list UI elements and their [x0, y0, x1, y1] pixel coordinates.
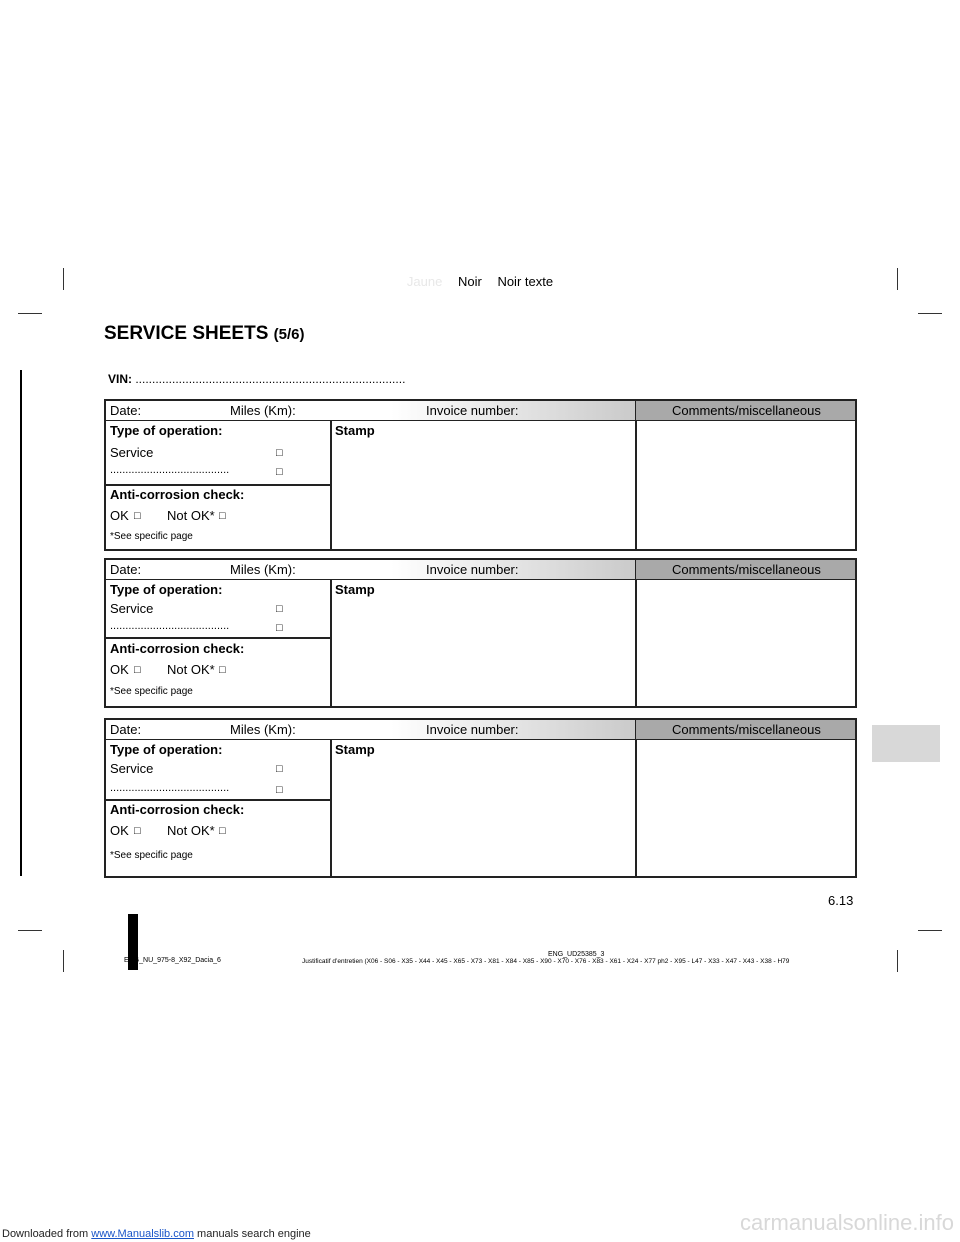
- page-number: 6.13: [828, 893, 854, 908]
- service-checkbox[interactable]: □: [276, 603, 283, 615]
- column-divider: [330, 579, 332, 706]
- service-sheet-2: [104, 558, 857, 708]
- other-operation-dots: .......................................: [110, 620, 230, 632]
- service-checkbox[interactable]: □: [276, 763, 283, 775]
- service-sheet-1: [104, 399, 857, 551]
- not-ok-checkbox[interactable]: □: [219, 510, 226, 522]
- comments-header: [635, 401, 855, 420]
- not-ok-label: Not OK*: [167, 823, 215, 838]
- service-label: Service: [110, 601, 154, 616]
- column-divider: [635, 579, 637, 706]
- crop-mark: [18, 313, 42, 314]
- date-label: Date:: [110, 403, 142, 418]
- row-divider: [106, 799, 331, 801]
- vin-label: VIN:: [108, 372, 132, 386]
- chapter-tab: [872, 725, 940, 762]
- see-specific-page: *See specific page: [110, 531, 193, 542]
- invoice-label: Invoice number:: [426, 403, 519, 418]
- anti-corrosion-label: Anti-corrosion check:: [110, 487, 245, 502]
- manualslib-link[interactable]: www.Manualslib.com: [91, 1228, 194, 1240]
- comments-header: [635, 720, 855, 739]
- title-main: SERVICE SHEETS: [104, 323, 269, 344]
- date-label: Date:: [110, 562, 142, 577]
- row-divider: [106, 637, 331, 639]
- anti-corrosion-label: Anti-corrosion check:: [110, 641, 245, 656]
- see-specific-page: *See specific page: [110, 850, 193, 861]
- ok-label: OK: [110, 662, 129, 677]
- watermark: carmanualsonline.info: [739, 1210, 954, 1235]
- miles-label: Miles (Km):: [230, 562, 296, 577]
- column-divider: [635, 420, 637, 549]
- banner-prefix: Downloaded from: [2, 1228, 92, 1240]
- crop-mark: [63, 950, 64, 972]
- ok-label: OK: [110, 823, 129, 838]
- comments-header: [635, 560, 855, 579]
- vin-line: [108, 372, 405, 386]
- page-title: [104, 323, 305, 345]
- invoice-label: Invoice number:: [426, 722, 519, 737]
- column-divider: [635, 739, 637, 876]
- banner-suffix: manuals search engine: [193, 1228, 311, 1240]
- not-ok-checkbox[interactable]: □: [219, 825, 226, 837]
- row-divider: [106, 484, 331, 486]
- anti-corrosion-label: Anti-corrosion check:: [110, 802, 245, 817]
- stamp-label: Stamp: [335, 742, 375, 757]
- comments-label: Comments/miscellaneous: [672, 722, 821, 737]
- other-operation-checkbox[interactable]: □: [276, 784, 283, 796]
- comments-label: Comments/miscellaneous: [672, 562, 821, 577]
- crop-mark: [18, 930, 42, 931]
- not-ok-checkbox[interactable]: □: [219, 664, 226, 676]
- other-operation-checkbox[interactable]: □: [276, 622, 283, 634]
- sheet-header: [106, 720, 855, 740]
- not-ok-label: Not OK*: [167, 662, 215, 677]
- ok-label: OK: [110, 508, 129, 523]
- download-banner: [2, 1228, 311, 1240]
- column-divider: [330, 739, 332, 876]
- comments-label: Comments/miscellaneous: [672, 403, 821, 418]
- miles-label: Miles (Km):: [230, 722, 296, 737]
- other-operation-dots: .......................................: [110, 464, 230, 476]
- footer-code: ENG_UD25385_3: [548, 951, 605, 958]
- footer-left: ENG_NU_975-8_X92_Dacia_6: [124, 957, 221, 964]
- crop-mark: [918, 313, 942, 314]
- see-specific-page: *See specific page: [110, 686, 193, 697]
- date-label: Date:: [110, 722, 142, 737]
- left-margin-rule: [20, 370, 22, 876]
- service-sheet-3: [104, 718, 857, 878]
- title-sub: (5/6): [273, 326, 305, 343]
- other-operation-dots: .......................................: [110, 782, 230, 794]
- service-checkbox[interactable]: □: [276, 447, 283, 459]
- color-marks: [0, 274, 960, 289]
- stamp-label: Stamp: [335, 582, 375, 597]
- ok-checkbox[interactable]: □: [134, 664, 141, 676]
- service-label: Service: [110, 445, 154, 460]
- ok-checkbox[interactable]: □: [134, 510, 141, 522]
- footer-right: Justificatif d’entretien (X06 - S06 - X35 - X44 - X45 - X65 - X73 - X81 - X84 - X85 - X90 - X70 - X76 - X83 - X61 - X24 - X77 ph2 - X95 - L47 - X33 - X47 - X43 - X38 - H79: [302, 958, 790, 965]
- not-ok-label: Not OK*: [167, 508, 215, 523]
- crop-mark: [897, 950, 898, 972]
- color-mark-noir: Noir: [457, 274, 482, 289]
- service-label: Service: [110, 761, 154, 776]
- vin-dots: .................................................................................: [135, 372, 406, 386]
- color-mark-noir-texte: Noir texte: [497, 274, 554, 289]
- sheet-header: [106, 401, 855, 421]
- color-mark-jaune: Jaune: [406, 274, 443, 289]
- type-of-operation-label: Type of operation:: [110, 582, 223, 597]
- type-of-operation-label: Type of operation:: [110, 423, 223, 438]
- crop-mark: [918, 930, 942, 931]
- stamp-label: Stamp: [335, 423, 375, 438]
- invoice-label: Invoice number:: [426, 562, 519, 577]
- sheet-header: [106, 560, 855, 580]
- ok-checkbox[interactable]: □: [134, 825, 141, 837]
- type-of-operation-label: Type of operation:: [110, 742, 223, 757]
- other-operation-checkbox[interactable]: □: [276, 466, 283, 478]
- miles-label: Miles (Km):: [230, 403, 296, 418]
